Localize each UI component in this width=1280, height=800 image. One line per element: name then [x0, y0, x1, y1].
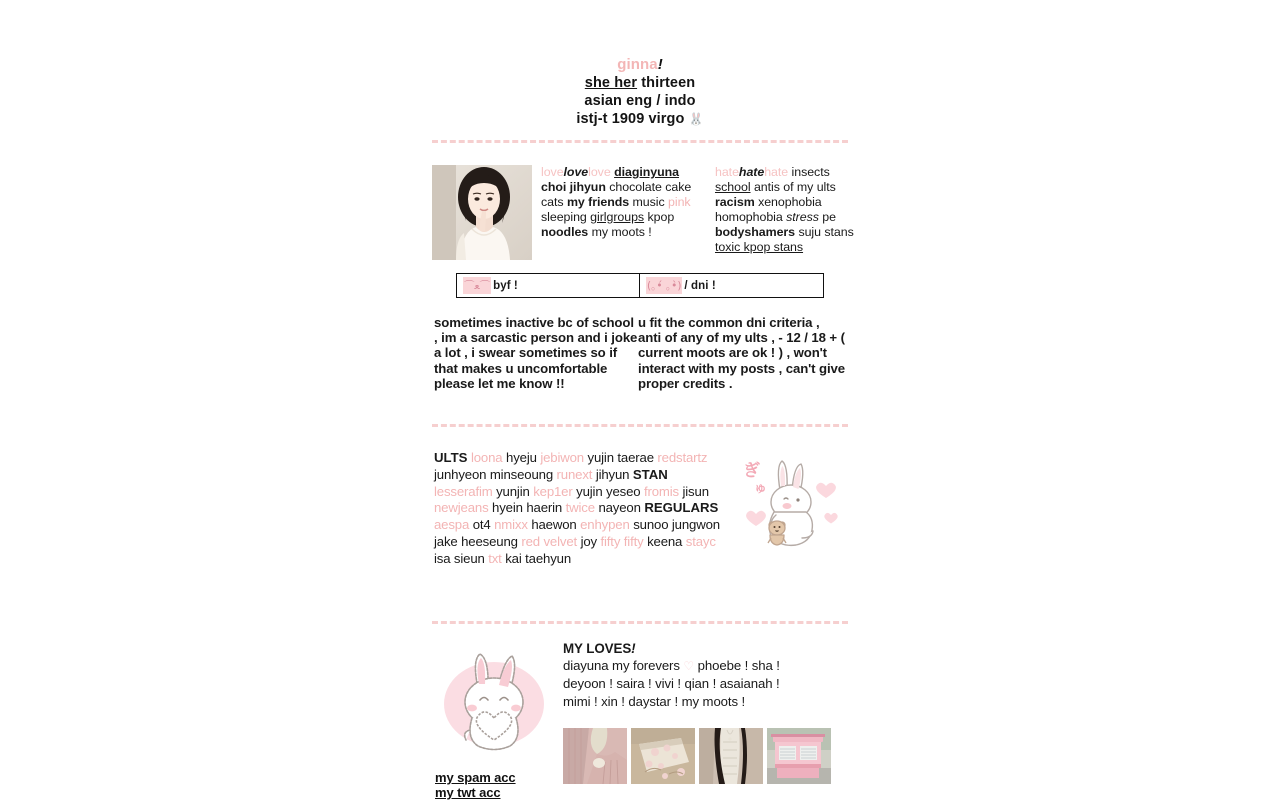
my-loves-title [563, 640, 848, 657]
dislikes-line-3 [715, 195, 857, 210]
ults-tokens-item: yujin taerae [587, 450, 654, 465]
photo-flowers-book-image [631, 728, 695, 784]
dislikes-label-a: hate [715, 165, 739, 179]
my-loves-line-1 [563, 657, 848, 675]
regulars-tokens-item: sunoo jungwon jake heeseung [434, 517, 720, 549]
dislikes-column [707, 165, 857, 260]
header-line-pronouns [432, 76, 848, 91]
my-loves-phoebe-sha: phoebe ! sha ! [697, 658, 780, 674]
regulars-tokens-item: fifty fifty [600, 533, 644, 549]
ults-label: ULTS [434, 450, 468, 465]
pronouns-text: she her [584, 74, 638, 91]
photo-braided-hair-lace-dress-image [699, 728, 763, 784]
likes-chocolate-cake: chocolate cake [609, 180, 692, 194]
regulars-label: REGULARS [644, 500, 719, 516]
divider-bottom [432, 621, 848, 624]
dni-label: / dni ! [684, 279, 716, 292]
likes-column [541, 165, 707, 260]
heart-icon: ♡ [683, 659, 695, 674]
stan-tokens-item: hyein haerin [492, 500, 563, 516]
byf-dni-boxes [456, 273, 824, 298]
photo-pink-newsstand-kiosk-image [767, 728, 831, 784]
regulars-tokens-item: red velvet [521, 533, 578, 549]
ults-tokens-item: loona [470, 450, 503, 465]
svg-text:ぎ: ぎ [743, 461, 760, 481]
likes-diaginyuna: diaginyuna [614, 165, 679, 179]
likes-dislikes-columns [532, 165, 857, 260]
profile-name-text: ginna [617, 56, 658, 73]
regulars-tokens-item: kai taehyun [505, 550, 572, 566]
regulars-tokens [434, 517, 720, 566]
stan-tokens-item: yunjin [496, 483, 530, 499]
twitter-account-link[interactable]: my twt acc [435, 785, 501, 800]
my-loves-title-suffix: ! [631, 641, 636, 656]
ults-tokens-item: jihyun [595, 466, 630, 482]
dislikes-toxic-kpop-stans: toxic kpop stans [715, 240, 804, 254]
dislikes-line-2 [715, 180, 857, 195]
dislikes-pe: pe [822, 210, 836, 224]
dislikes-xenophobia: xenophobia [758, 195, 822, 209]
likes-my-friends: my friends [566, 195, 630, 209]
byf-dni-text-columns [434, 315, 846, 391]
likes-label-c: love [588, 165, 611, 179]
stan-tokens-item: kep1er [533, 483, 573, 499]
strip-photo-3 [699, 728, 763, 784]
stan-tokens-item: newjeans [434, 500, 489, 516]
my-loves-section [563, 640, 848, 710]
svg-text:ゅ: ゅ [754, 481, 768, 496]
stan-tokens-item: nayeon [598, 500, 641, 516]
my-loves-forevers: diayuna my forevers [563, 658, 680, 674]
profile-header [432, 0, 848, 127]
bunny-hug-icon [730, 452, 842, 556]
stan-tokens-item: fromis [643, 483, 679, 499]
regulars-tokens-item: isa sieun [434, 550, 485, 566]
profile-photo [432, 165, 532, 260]
dislikes-label-b: hate [738, 165, 765, 179]
likes-dislikes-section [432, 165, 854, 260]
dislikes-line-6 [715, 240, 857, 255]
divider-middle [432, 424, 848, 427]
spam-account-link[interactable]: my spam acc [435, 770, 516, 785]
dislikes-racism: racism [715, 195, 755, 209]
likes-label-b: love [563, 165, 589, 179]
byf-paragraph: sometimes inactive bc of school , im a sarcastic person and i joke a lot , i swear sometimes so if that makes u uncomfortable please let me know !! [434, 315, 638, 391]
dislikes-suju-stans: suju stans [798, 225, 854, 239]
photo-pink-striped-shirt-image [563, 728, 627, 784]
ults-tokens-item: redstartz [657, 450, 708, 465]
header-line-languages: asian eng / indo [584, 92, 696, 109]
byf-label: byf ! [493, 279, 518, 292]
likes-kpop: kpop [647, 210, 675, 224]
ults-section [434, 450, 724, 568]
dislikes-line-4 [715, 210, 857, 225]
bunny-heart-icon [436, 646, 554, 758]
likes-line-5 [541, 225, 707, 240]
dislikes-stress: stress [786, 210, 819, 224]
ults-tokens-item: jebiwon [540, 450, 584, 465]
dislikes-school: school [715, 180, 751, 194]
photo-strip [563, 728, 831, 784]
stan-tokens-item: twice [565, 500, 595, 516]
likes-line-4 [541, 210, 707, 225]
stan-tokens-item: jisun [682, 483, 709, 499]
likes-music: music [632, 195, 665, 209]
dni-paragraph: u fit the common dni criteria , anti of any of my ults , - 12 / 18 + ( current moots are ok ! ) , won't interact with my posts , can't give proper credits . [638, 315, 846, 391]
dislikes-label-c: hate [764, 165, 789, 179]
ults-tokens-item: hyeju [506, 450, 537, 465]
regulars-tokens-item: joy [580, 533, 597, 549]
likes-choi-jihyun: choi jihyun [541, 180, 606, 194]
my-loves-line-3: mimi ! xin ! daystar ! my moots ! [563, 693, 746, 709]
strip-photo-4 [767, 728, 831, 784]
dislikes-insects: insects [791, 165, 830, 179]
regulars-tokens-item: keena [647, 533, 683, 549]
stan-label: STAN [632, 466, 668, 482]
profile-name-suffix: ! [657, 56, 663, 73]
bunny-emoji-icon: 🐰 [688, 112, 704, 127]
bunny-hugging-teddy-sticker [730, 452, 842, 556]
regulars-tokens-item: txt [488, 550, 502, 566]
regulars-tokens-item: ot4 [472, 517, 491, 533]
stan-tokens-item: yujin yeseo [576, 483, 641, 499]
dni-kaomoji-icon: (｡•́ ｡•̀) [646, 277, 682, 294]
bunny-holding-heart-sticker [436, 646, 554, 758]
likes-my-moots: my moots ! [591, 225, 652, 239]
likes-line-2 [541, 180, 707, 195]
regulars-tokens-item: aespa [434, 517, 470, 533]
dislikes-antis: antis of my ults [753, 180, 836, 194]
mbti-text: istj-t 1909 virgo [576, 111, 685, 128]
regulars-tokens-item: enhypen [580, 517, 630, 533]
ults-tokens-item: junhyeon minseoung [434, 466, 554, 482]
likes-line-1 [541, 165, 707, 180]
header-line-mbti [432, 112, 848, 127]
regulars-tokens-item: stayc [685, 533, 716, 549]
strip-photo-2 [631, 728, 695, 784]
profile-name [432, 57, 848, 73]
dislikes-line-1 [715, 165, 857, 180]
likes-cats: cats [541, 195, 564, 209]
my-loves-line-2: deyoon ! saira ! vivi ! qian ! asaianah ! [563, 676, 780, 692]
strip-photo-1 [563, 728, 627, 784]
bottom-links [435, 770, 516, 800]
likes-pink: pink [668, 195, 691, 209]
byf-kaomoji-icon: ⌒ﻌ⌒ [463, 277, 491, 294]
regulars-tokens-item: nmixx [494, 517, 528, 533]
byf-box[interactable] [456, 273, 640, 298]
likes-noodles: noodles [541, 225, 589, 239]
likes-label-a: love [541, 165, 564, 179]
likes-girlgroups: girlgroups [590, 210, 645, 224]
likes-sleeping: sleeping [541, 210, 587, 224]
ults-tokens-item: runext [556, 466, 593, 482]
dislikes-line-5 [715, 225, 857, 240]
age-text: thirteen [641, 74, 696, 91]
dislikes-homophobia: homophobia [715, 210, 783, 224]
my-loves-title-text: MY LOVES [563, 641, 632, 656]
stan-tokens-item: lesserafim [434, 483, 493, 499]
dislikes-bodyshamers: bodyshamers [715, 225, 796, 239]
likes-line-3 [541, 195, 707, 210]
profile-photo-image [432, 165, 532, 260]
divider-top [432, 140, 848, 143]
regulars-tokens-item: haewon [531, 517, 577, 533]
dni-box[interactable] [640, 273, 824, 298]
header-wrap [432, 0, 848, 127]
